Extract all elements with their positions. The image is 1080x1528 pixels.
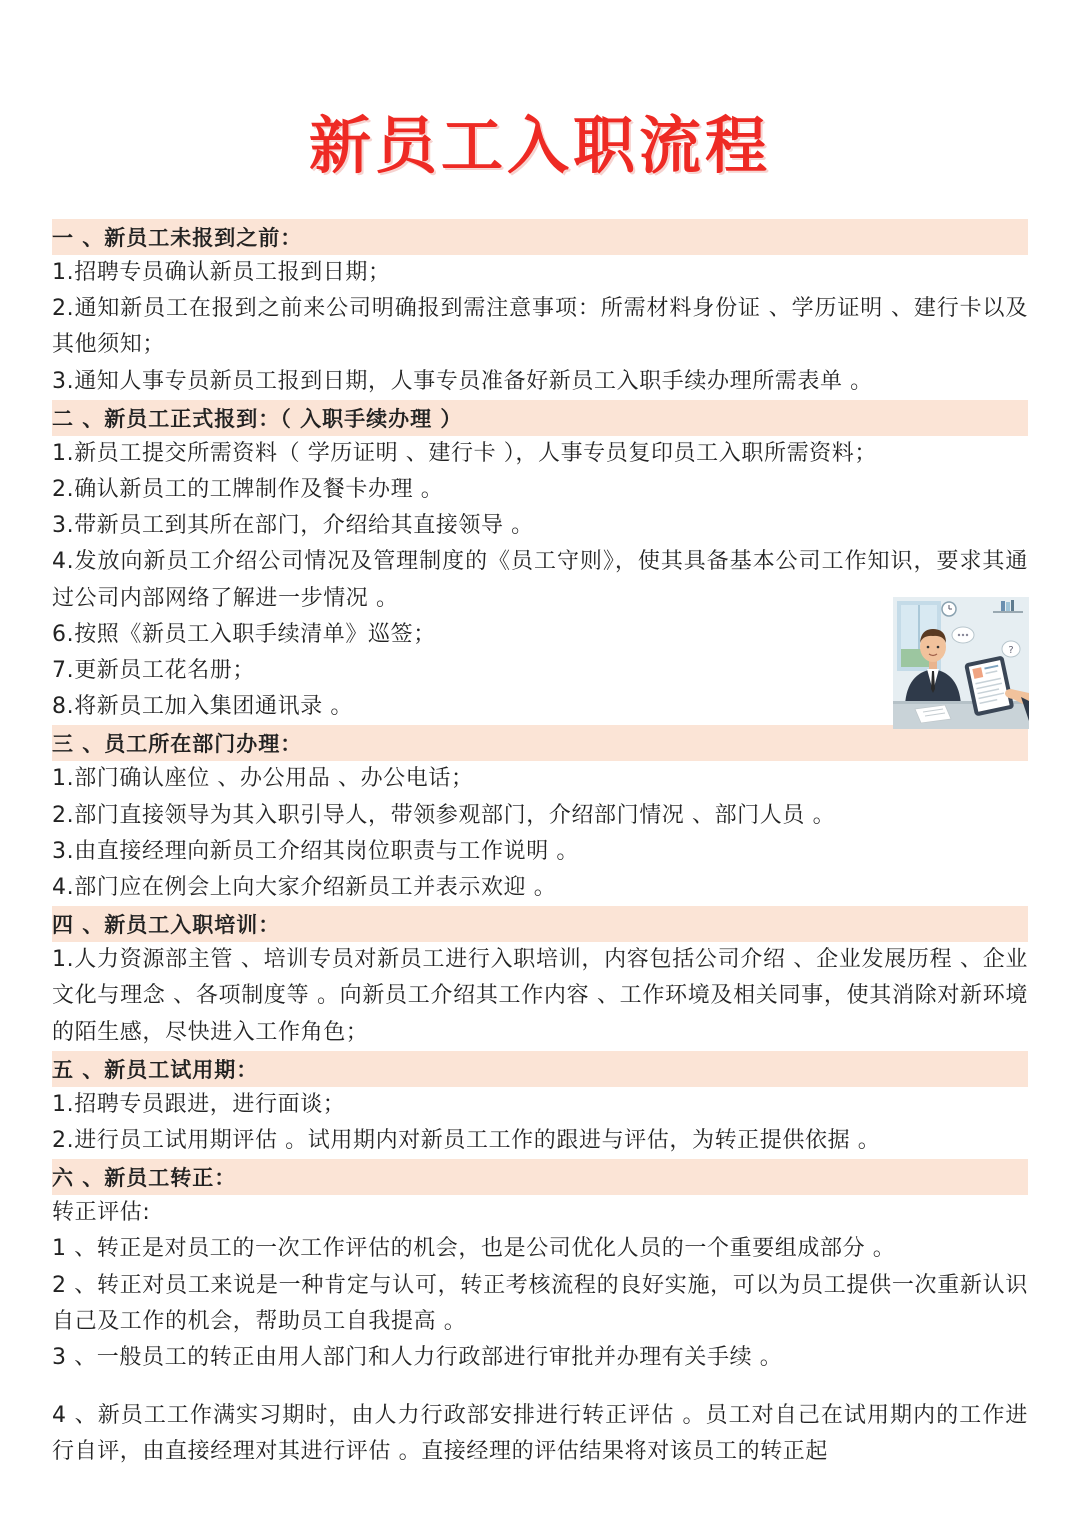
list-item: 6.按照《新员工入职手续清单》巡签；: [52, 621, 436, 647]
document-body: [52, 219, 1028, 1471]
list-item: 3.带新员工到其所在部门，介绍给其直接领导 。: [52, 513, 534, 539]
list-item: 2.通知新员工在报到之前来公司明确报到需注意事项：所需材料身份证 、学历证明 、建行卡以及其他须知；: [52, 296, 1028, 358]
page-title: 新员工入职流程: [308, 109, 771, 182]
tail-paragraph: 4 、新员工工作满实习期时，由人力行政部安排进行转正评估 。员工对自己在试用期内的工作进行自评，由直接经理对其进行评估 。直接经理的评估结果将对该员工的转正起: [52, 1403, 1028, 1465]
list-item: 8.将新员工加入集团通讯录 。: [52, 694, 353, 720]
list-item: 1.人力资源部主管 、培训专员对新员工进行入职培训，内容包括公司介绍 、企业发展历程 、企业文化与理念 、各项制度等 。向新员工介绍其工作内容 、工作环境及相关同事，使其消除对新环境的陌生感，尽快进入工作角色；: [52, 947, 1028, 1045]
section-heading-training: 四 、新员工入职培训：: [52, 906, 1028, 942]
list-item: 转正评估:: [52, 1200, 151, 1226]
paragraph-gap: [52, 1376, 1028, 1398]
list-item: 2.部门直接领导为其入职引导人，带领参观部门，介绍部门情况 、部门人员 。: [52, 802, 836, 828]
list-item: 1.新员工提交所需资料（ 学历证明 、建行卡 ），人事专员复印员工入职所需资料；: [52, 440, 877, 466]
list-item: 1 、转正是对员工的一次工作评估的机会，也是公司优化人员的一个重要组成部分 。: [52, 1236, 896, 1262]
list-item: 3 、一般员工的转正由用人部门和人力行政部进行审批并办理有关手续 。: [52, 1345, 783, 1371]
list-item: 2 、转正对员工来说是一种肯定与认可，转正考核流程的良好实施，可以为员工提供一次重新认识自己及工作的机会，帮助员工自我提高 。: [52, 1272, 1028, 1334]
section-heading-department: 三 、员工所在部门办理：: [52, 725, 1028, 761]
list-item: 2.进行员工试用期评估 。试用期内对新员工工作的跟进与评估，为转正提供依据 。: [52, 1128, 881, 1154]
list-item: 3.由直接经理向新员工介绍其岗位职责与工作说明 。: [52, 838, 579, 864]
section-heading-probation: 五 、新员工试用期：: [52, 1051, 1028, 1087]
list-item: 4.发放向新员工介绍公司情况及管理制度的《员工守则》，使其具备基本公司工作知识，要求其通过公司内部网络了解进一步情况 。: [52, 549, 1028, 611]
list-item: 4.部门应在例会上向大家介绍新员工并表示欢迎 。: [52, 875, 557, 901]
section-heading-regularization: 六 、新员工转正：: [52, 1159, 1028, 1195]
list-item: 7.更新员工花名册；: [52, 658, 255, 684]
question-mark-icon: ?: [1008, 645, 1014, 656]
list-item: 1.招聘专员跟进，进行面谈；: [52, 1091, 346, 1117]
section-heading-before-arrival: 一 、新员工未报到之前：: [52, 219, 1028, 255]
list-item: 1.部门确认座位 、办公用品 、办公电话；: [52, 766, 474, 792]
interview-illustration-icon: [893, 597, 1029, 729]
list-item: 3.通知人事专员新员工报到日期，人事专员准备好新员工入职手续办理所需表单 。: [52, 368, 873, 394]
section-heading-formal-report: 二 、新员工正式报到：（ 入职手续办理 ）: [52, 400, 1028, 436]
list-item: 1.招聘专员确认新员工报到日期；: [52, 260, 391, 285]
list-item: 2.确认新员工的工牌制作及餐卡办理 。: [52, 477, 444, 503]
